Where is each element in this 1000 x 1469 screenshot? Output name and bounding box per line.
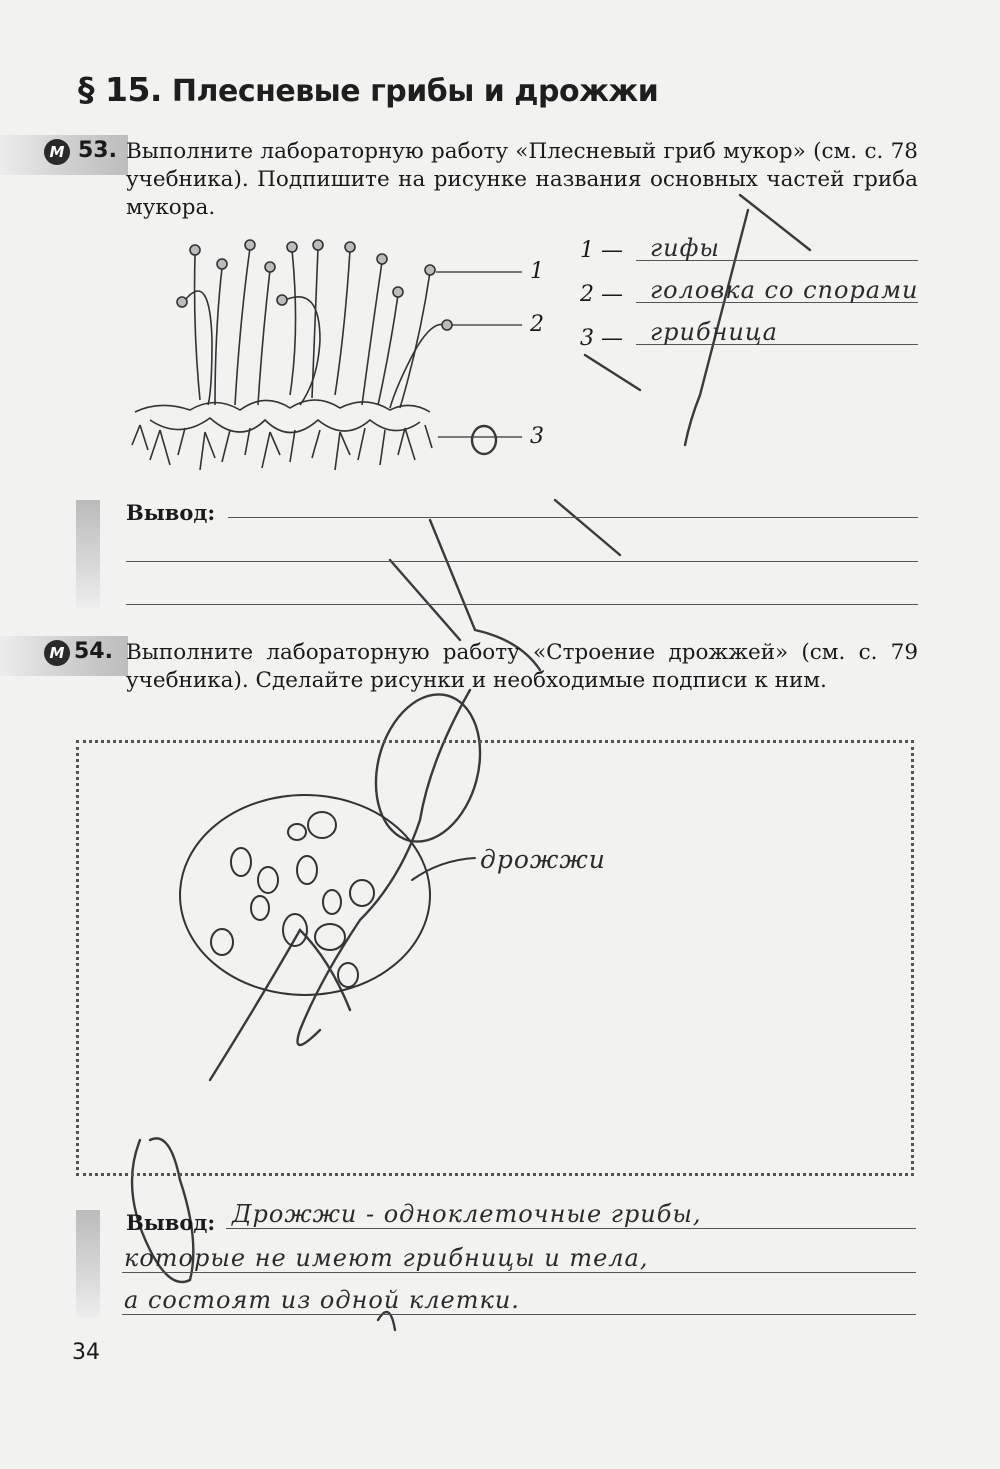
answer-2-value: головка со спорами [650,276,919,304]
yeast-label: дрожжи [480,845,606,874]
callout-2: 2 [530,312,544,337]
conclusion-54-text-3: а состоят из одной клетки. [124,1286,520,1314]
answer-1-value: гифы [650,234,720,262]
conclusion-53-label: Вывод: [126,500,216,525]
callout-3: 3 [530,424,544,449]
answer-1-number: 1 — [580,238,623,263]
task-54-number: 54. [74,639,113,664]
conclusion-54-bar [76,1210,100,1318]
conclusion-54-text-2: которые не имеют грибницы и тела, [124,1244,649,1272]
task-53-badge: М [44,139,70,165]
conclusion-54-label: Вывод: [126,1210,216,1235]
answer-3-value: грибница [650,318,778,346]
conclusion-54-line-2 [122,1272,916,1273]
callout-1: 1 [530,259,544,284]
task-53-number: 53. [78,138,117,163]
answer-2-number: 2 — [580,282,623,307]
task-53-text: Выполните лабораторную работу «Плесневый гриб мукор» (см. с. 78 учебника). Подпишите на рисунке названия основных частей гриба мукора. [126,139,918,220]
conclusion-54-text-1: Дрожжи - одноклеточные грибы, [232,1200,702,1228]
answer-3-number: 3 — [580,326,623,351]
page-number: 34 [72,1340,100,1365]
conclusion-54-line-3 [122,1314,916,1315]
task-54-text: Выполните лабораторную работу «Строение дрожжей» (см. с. 79 учебника). Сделайте рисунки и необходимые подписи к ним. [126,640,918,693]
conclusion-54-line-1 [226,1228,916,1229]
section-title: Плесневые грибы и дрожжи [171,74,659,109]
task-54-badge: М [44,640,70,666]
section-number: § 15. [78,70,162,109]
